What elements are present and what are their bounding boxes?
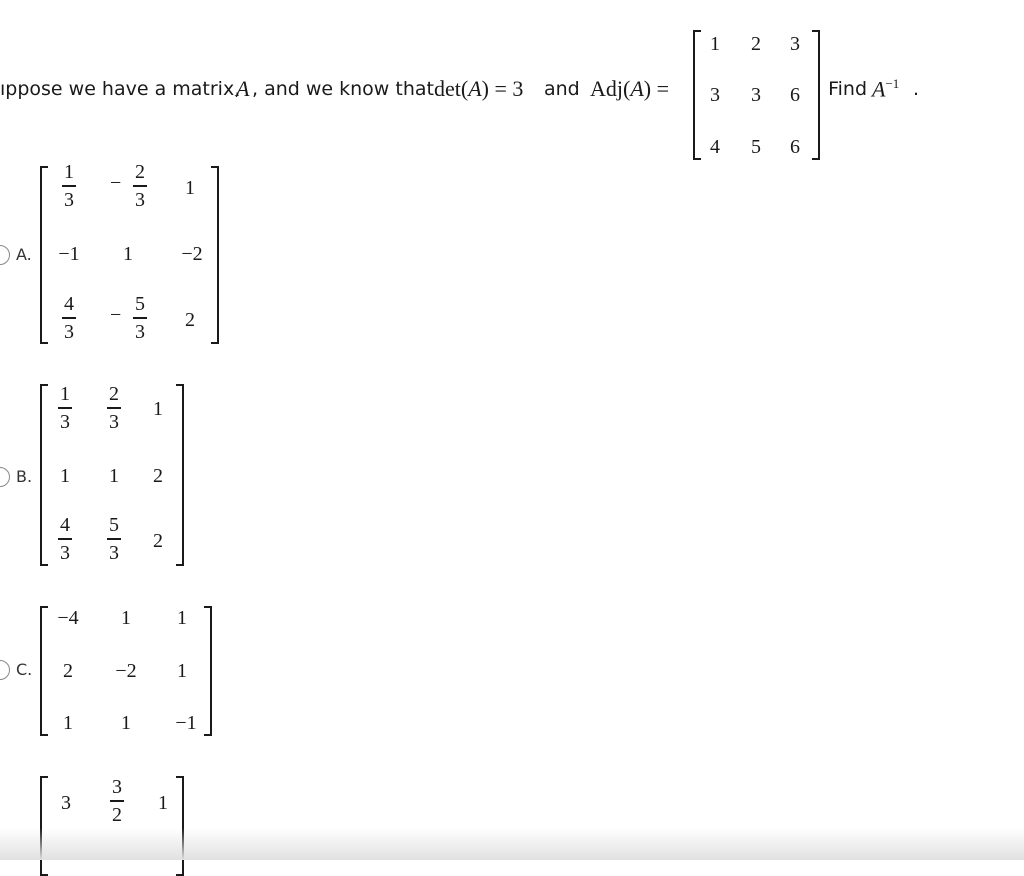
adj-cell: 4 [710,136,720,158]
adj-cell: 1 [710,33,720,55]
minus-sign: − [110,172,122,194]
adj-cell: 3 [790,33,800,55]
matrix-cell: 3 [61,792,71,814]
matrix-cell: 2 [153,530,163,552]
matrix-cell: −2 [181,243,203,265]
matrix-cell: 1 [121,712,131,734]
question-mid1: , and we know that [252,78,434,100]
matrix-cell: 1 [185,177,195,199]
right-bracket [176,776,184,876]
left-bracket [693,30,701,160]
option-a-radio[interactable] [0,245,10,265]
matrix-cell: 1 [158,792,168,814]
question-end: . [913,78,920,100]
matrix-cell: 2 [185,309,195,331]
fraction-cell: 5 3 [135,293,145,343]
matrix-cell: 1 [153,398,163,420]
right-bracket [204,606,212,736]
left-bracket [40,166,48,344]
left-bracket [40,606,48,736]
right-bracket [812,30,820,160]
matrix-variable: A [236,76,250,101]
question-prefix: ıppose we have a matrix, [0,78,241,100]
matrix-cell: 1 [109,465,119,487]
option-c-label: C. [16,660,33,679]
minus-sign: − [110,304,122,326]
question-mid2: and [544,78,580,100]
adj-cell: 3 [710,84,720,106]
matrix-cell: 2 [153,465,163,487]
matrix-cell: 1 [123,243,133,265]
matrix-cell: −1 [58,243,80,265]
left-bracket [40,776,48,876]
matrix-cell: 1 [177,660,187,682]
right-bracket [211,166,219,344]
matrix-cell: 1 [177,607,187,629]
left-bracket [40,384,48,566]
matrix-cell: −4 [57,607,79,629]
option-a-label: A. [16,245,32,264]
fraction-cell: 1 3 [64,161,74,211]
find-expression: $A^{-1}$ [872,76,900,102]
adj-cell: 6 [790,84,800,106]
question-suffix: . Find [816,78,868,100]
determinant-expression: det(A) = 3 [434,76,524,101]
fraction-cell: 5 3 [109,514,119,564]
option-c-radio[interactable] [0,660,10,680]
fraction-cell: 2 3 [109,383,119,433]
adj-cell: 6 [790,136,800,158]
right-bracket [176,384,184,566]
matrix-cell: −2 [115,660,137,682]
option-b-label: B. [16,467,33,486]
fraction-cell: 3 2 [112,776,122,826]
matrix-cell: 1 [121,607,131,629]
option-b-radio[interactable] [0,467,10,487]
adjugate-expression: Adj(A) = [590,76,670,101]
adj-cell: 5 [751,136,761,158]
fraction-cell: 1 3 [60,383,70,433]
fraction-cell: 4 3 [60,514,70,564]
fraction-cell: 2 3 [135,161,145,211]
scroll-fade [0,828,1024,860]
matrix-cell: 1 [60,465,70,487]
adj-cell: 2 [751,33,761,55]
adj-cell: 3 [751,84,761,106]
matrix-cell: 1 [63,712,73,734]
matrix-cell: −1 [175,712,197,734]
matrix-cell: 2 [63,660,73,682]
fraction-cell: 4 3 [64,293,74,343]
